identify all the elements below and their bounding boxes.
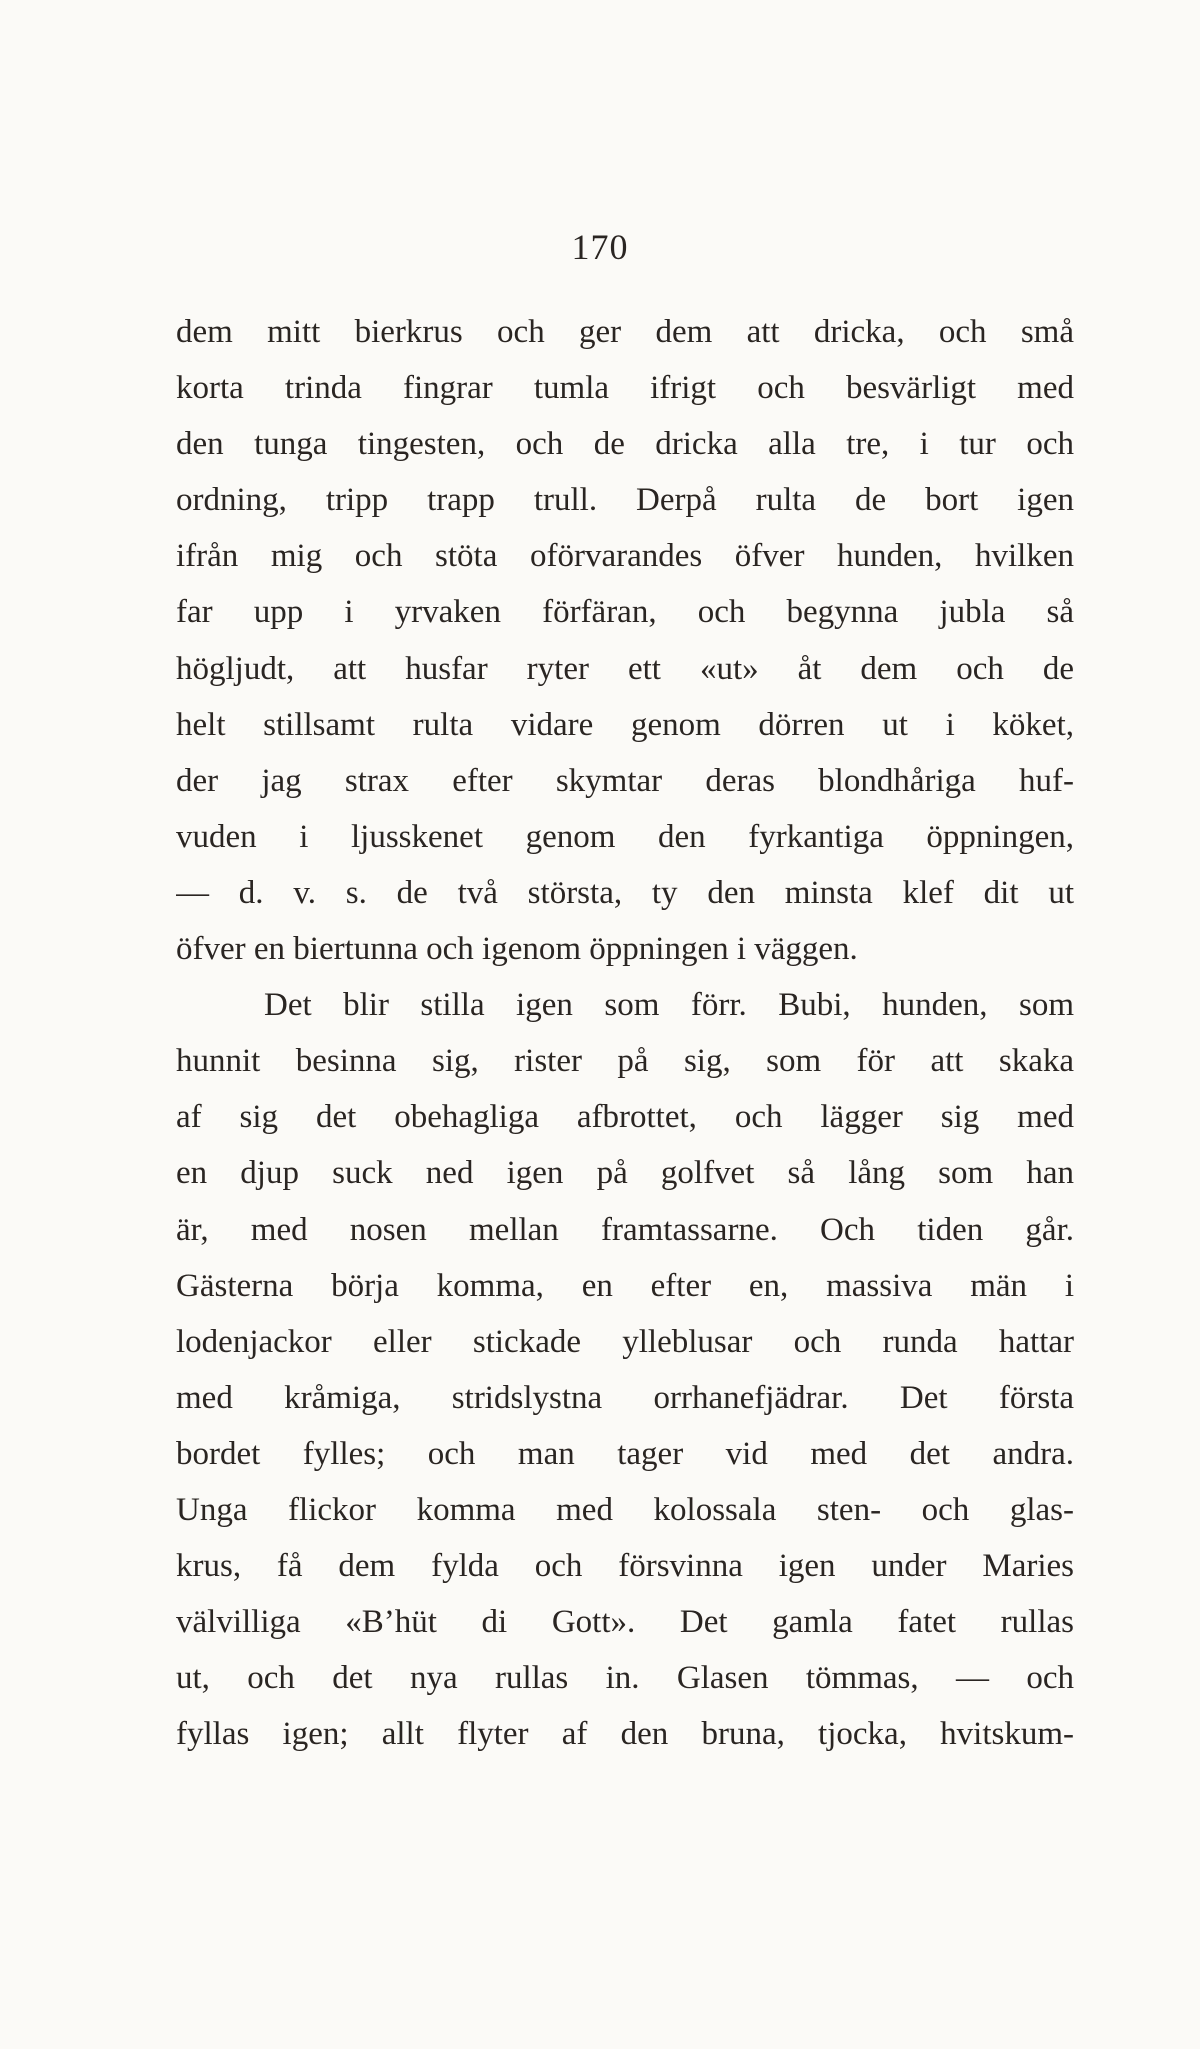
text-line: — d. v. s. de två största, ty den minsta klef dit ut xyxy=(176,874,1074,911)
text-line: bordet fylles; och man tager vid med det andra. xyxy=(176,1435,1074,1472)
text-line: af sig det obehagliga afbrottet, och lägger sig med xyxy=(176,1099,1074,1136)
text-line: är, med nosen mellan framtassarne. Och tiden går. xyxy=(176,1211,1074,1248)
text-line: dem mitt bierkrus och ger dem att dricka, och små xyxy=(176,314,1074,350)
text-line: med kråmiga, stridslystna orrhanefjädrar. Det första xyxy=(176,1379,1074,1416)
text-line: hunnit besinna sig, rister på sig, som för att skaka xyxy=(176,1043,1074,1080)
text-line: vuden i ljusskenet genom den fyrkantiga öppningen, xyxy=(176,818,1074,855)
text-line: der jag strax efter skymtar deras blondhåriga huf- xyxy=(176,762,1074,799)
text-line: Gästerna börja komma, en efter en, massiva män i xyxy=(176,1267,1074,1304)
text-line: högljudt, att husfar ryter ett «ut» åt dem och de xyxy=(176,650,1074,687)
text-line: korta trinda fingrar tumla ifrigt och besvärligt med xyxy=(176,370,1074,407)
page-number: 170 xyxy=(571,227,629,267)
text-line: far upp i yrvaken förfäran, och begynna jubla så xyxy=(176,594,1074,631)
text-line: ifrån mig och stöta oförvarandes öfver hunden, hvilken xyxy=(176,538,1074,575)
text-line: ordning, tripp trapp trull. Derpå rulta de bort igen xyxy=(176,482,1074,519)
text-line: öfver en biertunna och igenom öppningen i väggen. xyxy=(176,931,858,968)
text-line: ut, och det nya rullas in. Glasen tömmas, — och xyxy=(176,1660,1074,1697)
text-line: välvilliga «B’hüt di Gott». Det gamla fatet rullas xyxy=(176,1604,1074,1641)
body-text xyxy=(176,304,1074,1762)
text-line: en djup suck ned igen på golfvet så lång som han xyxy=(176,1155,1074,1192)
text-line: Det blir stilla igen som förr. Bubi, hunden, som xyxy=(264,987,1074,1024)
text-line: fyllas igen; allt flyter af den bruna, tjocka, hvitskum- xyxy=(176,1716,1074,1753)
text-line: lodenjackor eller stickade ylleblusar och runda hattar xyxy=(176,1323,1074,1360)
text-line: den tunga tingesten, och de dricka alla tre, i tur och xyxy=(176,426,1074,463)
text-line: krus, få dem fylda och försvinna igen under Maries xyxy=(176,1548,1074,1585)
text-line: helt stillsamt rulta vidare genom dörren ut i köket, xyxy=(176,706,1074,743)
text-line: Unga flickor komma med kolossala sten- och glas- xyxy=(176,1491,1074,1528)
